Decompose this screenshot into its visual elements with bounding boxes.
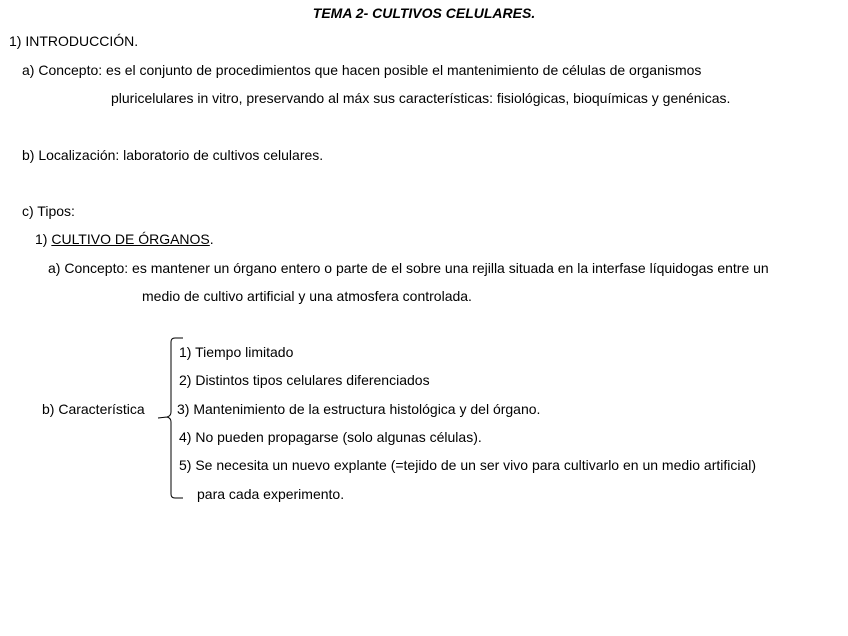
organos-heading: CULTIVO DE ÓRGANOS — [51, 231, 210, 247]
organos-concepto-line-1: a) Concepto: es mantener un órgano entero o parte de el sobre una rejilla situada en la interfase líquidogas entre un — [48, 260, 769, 276]
localizacion-line: b) Localización: laboratorio de cultivos celulares. — [22, 147, 324, 163]
concepto-line-2: pluricelulares in vitro, preservando al máx sus características: fisiológicas, bioquímicas y genénicas. — [111, 90, 731, 106]
caracteristica-item-5: 5) Se necesita un nuevo explante (=tejido de un ser vivo para cultivarlo en un medio artificial) — [179, 457, 757, 473]
page-title: TEMA 2- CULTIVOS CELULARES. — [312, 5, 536, 21]
organos-dot: . — [209, 231, 214, 247]
caracteristica-label: b) Característica — [42, 401, 145, 417]
caracteristica-item-2: 2) Distintos tipos celulares diferenciados — [179, 372, 430, 388]
section-introduccion: 1) INTRODUCCIÓN. — [9, 33, 139, 49]
tipos-line: c) Tipos: — [22, 203, 75, 219]
concepto-line-1: a) Concepto: es el conjunto de procedimientos que hacen posible el mantenimiento de células de organismos — [22, 62, 702, 78]
organos-number: 1) — [35, 231, 52, 247]
caracteristica-item-5-cont: para cada experimento. — [197, 486, 345, 502]
caracteristica-item-1: 1) Tiempo limitado — [179, 344, 294, 360]
caracteristica-item-4: 4) No pueden propagarse (solo algunas células). — [179, 429, 482, 445]
caracteristica-item-3: 3) Mantenimiento de la estructura histológica y del órgano. — [177, 401, 541, 417]
organos-concepto-line-2: medio de cultivo artificial y una atmosfera controlada. — [142, 288, 472, 304]
